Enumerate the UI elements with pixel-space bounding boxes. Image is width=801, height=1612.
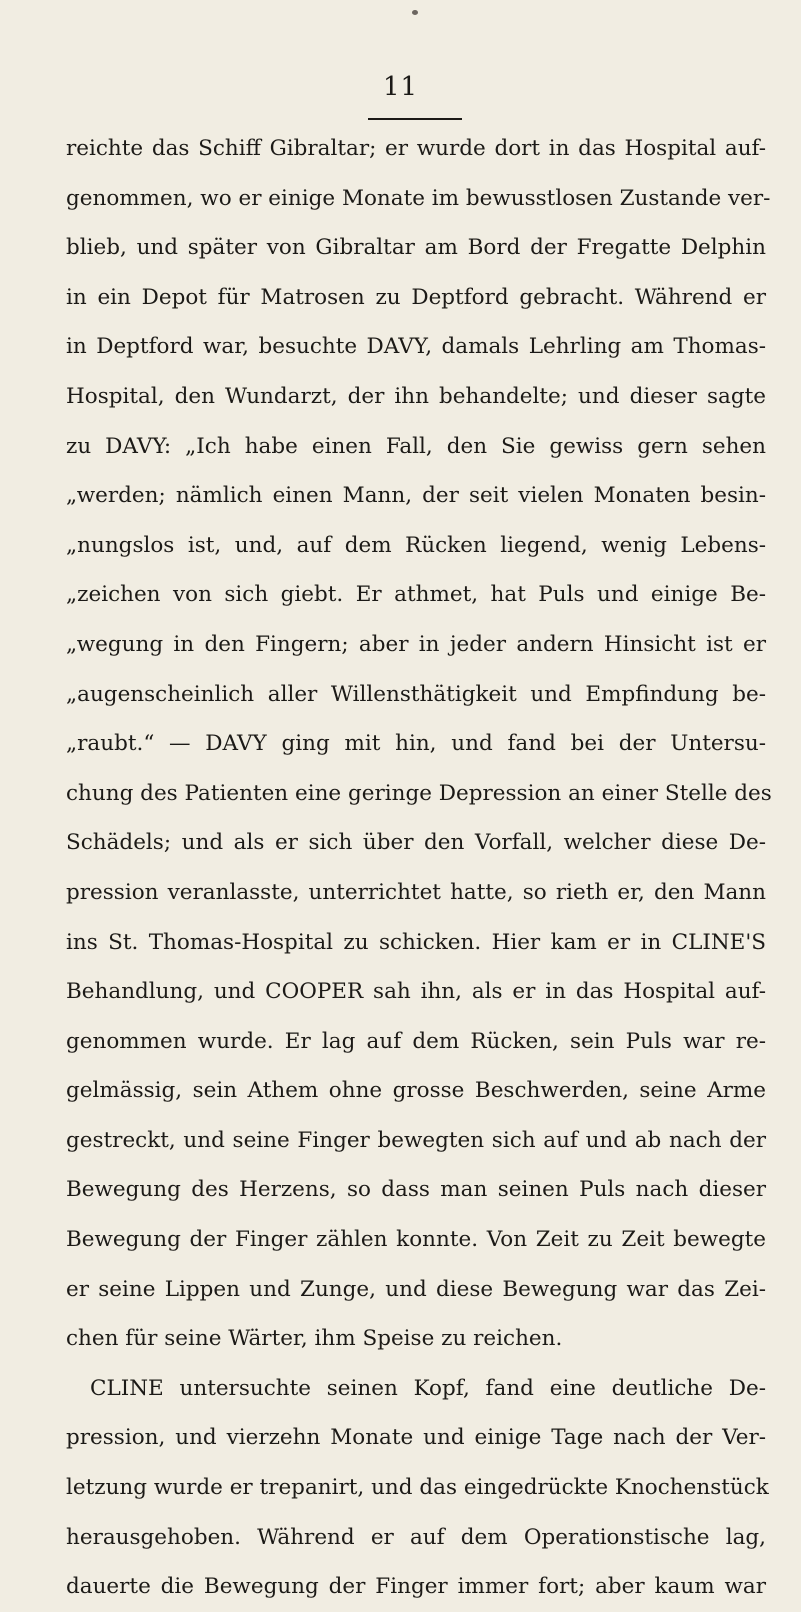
text-line: Behandlung, und COOPER sah ihn, als er in das Hospital auf- xyxy=(66,979,766,1005)
text-line: letzung wurde er trepanirt, und das eingedrückte Knochenstück xyxy=(66,1475,769,1501)
text-line: „wegung in den Fingern; aber in jeder andern Hinsicht ist er xyxy=(66,631,766,657)
text-line: zu DAVY: „Ich habe einen Fall, den Sie gewiss gern sehen xyxy=(66,433,766,459)
text-line: Bewegung der Finger zählen konnte. Von Zeit zu Zeit bewegte xyxy=(66,1227,766,1253)
text-line: Hospital, den Wundarzt, der ihn behandelte; und dieser sagte xyxy=(66,383,766,409)
print-speck xyxy=(412,10,418,15)
text-line: pression veranlasste, unterrichtet hatte, so rieth er, den Mann xyxy=(66,879,766,905)
text-line: genommen, wo er einige Monate im bewusstlosen Zustande ver- xyxy=(66,185,771,211)
text-line: chung des Patienten eine geringe Depression an einer Stelle des xyxy=(66,780,772,806)
text-line: ins St. Thomas-Hospital zu schicken. Hier kam er in CLINE'S xyxy=(66,929,766,955)
text-line: „augenscheinlich aller Willensthätigkeit und Empfindung be- xyxy=(66,681,766,707)
text-line: Schädels; und als er sich über den Vorfall, welcher diese De- xyxy=(66,830,766,856)
paragraph-start-line: CLINE untersuchte seinen Kopf, fand eine deutliche De- xyxy=(90,1375,766,1401)
text-line: „nungslos ist, und, auf dem Rücken liegend, wenig Lebens- xyxy=(66,532,766,558)
text-line: gelmässig, sein Athem ohne grosse Beschwerden, seine Arme xyxy=(66,1078,766,1104)
text-line: blieb, und später von Gibraltar am Bord der Fregatte Delphin xyxy=(66,235,766,261)
text-line: Bewegung des Herzens, so dass man seinen Puls nach dieser xyxy=(66,1177,766,1203)
text-line: dauerte die Bewegung der Finger immer fort; aber kaum war xyxy=(66,1574,766,1600)
paragraph-end-line: chen für seine Wärter, ihm Speise zu reichen. xyxy=(66,1326,563,1352)
text-line: „raubt.“ — DAVY ging mit hin, und fand bei der Untersu- xyxy=(66,731,766,757)
page-number: 11 xyxy=(382,72,419,102)
text-line: genommen wurde. Er lag auf dem Rücken, sein Puls war re- xyxy=(66,1028,766,1054)
text-line: in Deptford war, besuchte DAVY, damals Lehrling am Thomas- xyxy=(66,334,766,360)
text-line: reichte das Schiff Gibraltar; er wurde dort in das Hospital auf- xyxy=(66,136,766,161)
text-line: herausgehoben. Während er auf dem Operationstische lag, xyxy=(66,1524,766,1550)
text-line: „werden; nämlich einen Mann, der seit vielen Monaten besin- xyxy=(66,483,766,509)
header-rule xyxy=(368,118,462,120)
text-line: gestreckt, und seine Finger bewegten sich auf und ab nach der xyxy=(66,1127,766,1153)
text-line: pression, und vierzehn Monate und einige Tage nach der Ver- xyxy=(66,1425,766,1451)
body-text xyxy=(66,124,772,1612)
text-line: in ein Depot für Matrosen zu Deptford gebracht. Während er xyxy=(66,284,766,310)
text-line: er seine Lippen und Zunge, und diese Bewegung war das Zei- xyxy=(66,1276,766,1302)
text-line: „zeichen von sich giebt. Er athmet, hat Puls und einige Be- xyxy=(66,582,766,608)
